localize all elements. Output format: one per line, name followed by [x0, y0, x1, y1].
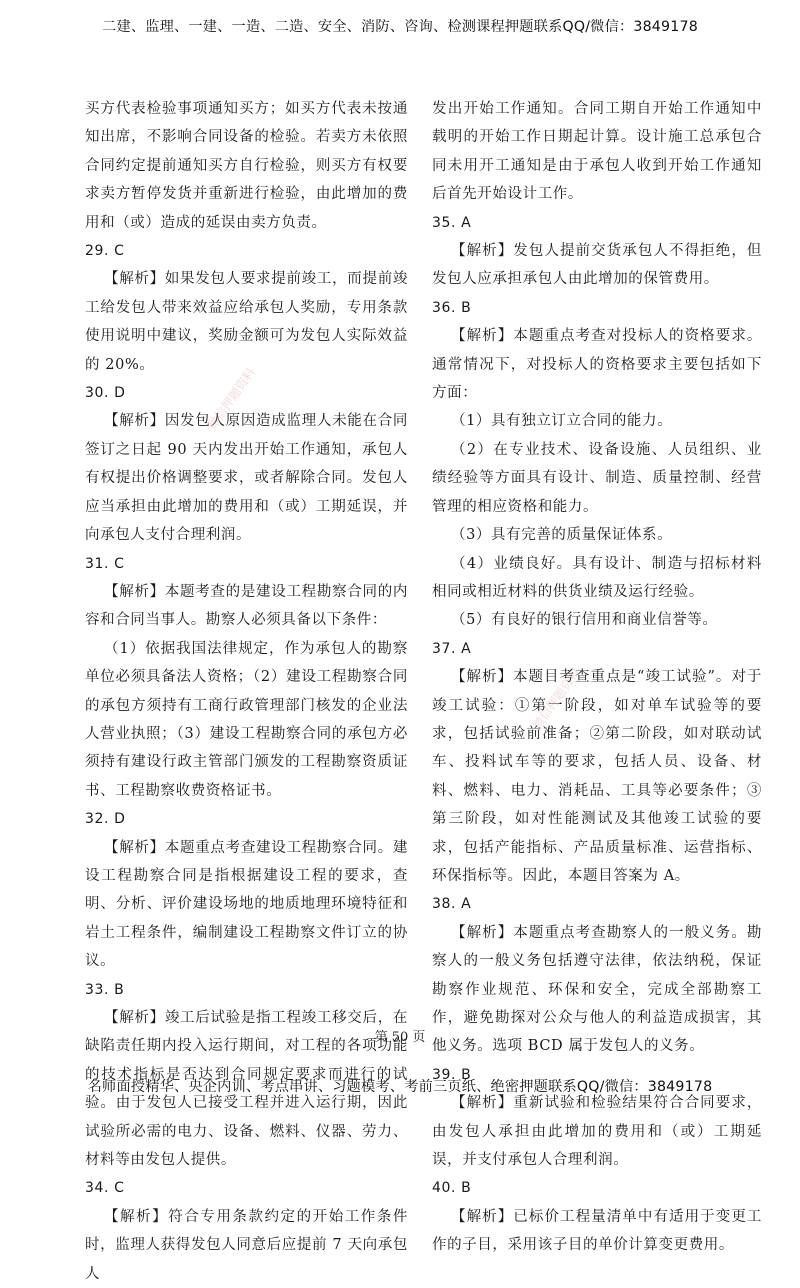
- explanation-paragraph: 【解析】符合专用条款约定的开始工作条件时，监理人获得发包人同意后应提前 7 天向承包人: [85, 1208, 408, 1282]
- explanation-paragraph: 发出开始工作通知。合同工期自开始工作通知中载明的开始工作日期起计算。设计施工总承包合同未用开工通知是由于承包人收到开始工作通知后首先开始设计工作。: [432, 101, 762, 203]
- answer-number: 32. D: [85, 811, 126, 828]
- explanation-paragraph: （3）具有完善的质量保证体系。: [451, 527, 673, 544]
- explanation-paragraph: （2）在专业技术、设备设施、人员组织、业绩经验等方面具有设计、制造、质量控制、经营管理的相应资格和能力。: [432, 441, 762, 515]
- explanation-paragraph: 买方代表检验事项通知买方；如买方代表未按通知出席，不影响合同设备的检验。若卖方未依照合同约定提前通知买方自行检验，则买方有权要求卖方暂停发货并重新进行检验，由此增加的费用和（或）造成的延误由卖方负责。: [85, 101, 408, 231]
- answer-number: 35. A: [432, 214, 472, 231]
- answer-number: 34. C: [85, 1180, 125, 1197]
- answer-number: 31. C: [85, 555, 125, 572]
- explanation-paragraph: 【解析】本题目考查重点是“竣工试验”。对于竣工试验：①第一阶段，如对单车试验等的要求，包括试验前准备；②第二阶段，如对联动试车、投料试车等的要求，包括人员、设备、材料、燃料、电力、消耗品、工具等必要条件；③第三阶段，如对性能测试及其他竣工试验的要求，包括产能指标、产品质量标准、运营指标、环保指标等。因此，本题目答案为 A。: [432, 669, 762, 884]
- explanation-paragraph: 【解析】本题重点考查建设工程勘察合同。建设工程勘察合同是指根据建设工程的要求，查明、分析、评价建设场地的地质地理环境特征和岩土工程条件，编制建设工程勘察文件订立的协议。: [85, 839, 408, 970]
- watermark-stamp: 微信押题资料: [530, 665, 583, 733]
- explanation-paragraph: 【解析】本题重点考查对投标人的资格要求。通常情况下，对投标人的资格要求主要包括如下方面：: [432, 328, 762, 402]
- explanation-paragraph: 【解析】本题考查的是建设工程勘察合同的内容和合同当事人。勘察人必须具备以下条件：: [85, 583, 408, 629]
- explanation-paragraph: 【解析】本题重点考查勘察人的一般义务。勘察人的一般义务包括遵守法律，依法纳税，保证勘察作业规范、环保和安全，完成全部勘察工作，避免勘探对公众与他人的利益造成损害，其他义务。选项 BCD 属于发包人的义务。: [432, 924, 762, 1055]
- explanation-paragraph: 【解析】竣工后试验是指工程竣工移交后，在缺陷责任期内投入运行期间，对工程的各项功能的技术指标是否达到合同规定要求而进行的试验。由于发包人已接受工程并进入运行期，因此试验所必需的电力、设备、燃料、仪器、劳力、材料等由发包人提供。: [85, 1010, 408, 1169]
- watermark-stamp: 微信押题资料: [205, 365, 258, 433]
- explanation-paragraph: 【解析】已标价工程量清单中有适用于变更工作的子目，采用该子目的单价计算变更费用。: [432, 1208, 762, 1254]
- explanation-paragraph: （4）业绩良好。具有设计、制造与招标材料相同或相近材料的供货业绩及运行经验。: [432, 555, 762, 600]
- explanation-paragraph: （5）有良好的银行信用和商业信誉等。: [451, 612, 718, 629]
- answer-number: 40. B: [432, 1180, 472, 1197]
- explanation-paragraph: 【解析】如果发包人要求提前竣工，而提前竣工给发包人带来效益应给承包人奖励，专用条款使用说明中建议，奖励金额可为发包人实际效益的 20%。: [85, 271, 408, 373]
- explanation-paragraph: 【解析】因发包人原因造成监理人未能在合同签订之日起 90 天内发出开始工作通知，承包人有权提出价格调整要求，或者解除合同。发包人应当承担由此增加的费用和（或）工期延误，并向承包人支付合理利润。: [85, 413, 408, 544]
- answer-number: 29. C: [85, 243, 125, 260]
- explanation-paragraph: （1）依据我国法律规定，作为承包人的勘察单位必须具备法人资格；（2）建设工程勘察合同的承包方须持有工商行政管理部门核发的企业法人营业执照；（3）建设工程勘察合同的承包方必须持有建设行政主管部门颁发的工程勘察资质证书、工程勘察收费资格证书。: [85, 640, 408, 799]
- page-header-banner: 二建、监理、一建、一造、二造、安全、消防、咨询、检测课程押题联系QQ/微信：3849178: [102, 19, 698, 35]
- explanation-paragraph: 【解析】发包人提前交货承包人不得拒绝，但发包人应承担承包人由此增加的保管费用。: [432, 243, 762, 288]
- page-footer-banner: 名师面授精华、央企内训、考点串讲、习题模考、考前三页纸、绝密押题联系QQ/微信：3849178: [87, 1079, 713, 1095]
- explanation-paragraph: （1）具有独立订立合同的能力。: [451, 413, 673, 430]
- answer-number: 30. D: [85, 385, 126, 402]
- page-number: 第 50 页: [374, 1030, 426, 1045]
- answer-number: 36. B: [432, 299, 472, 316]
- answer-number: 33. B: [85, 981, 125, 998]
- answer-number: 37. A: [432, 640, 472, 657]
- explanation-paragraph: 【解析】重新试验和检验结果符合合同要求，由发包人承担由此增加的费用和（或）工期延误，并支付承包人合理利润。: [432, 1095, 762, 1169]
- answer-number: 38. A: [432, 896, 472, 913]
- answer-number: 39. B: [432, 1066, 472, 1083]
- left-column: [85, 95, 408, 1288]
